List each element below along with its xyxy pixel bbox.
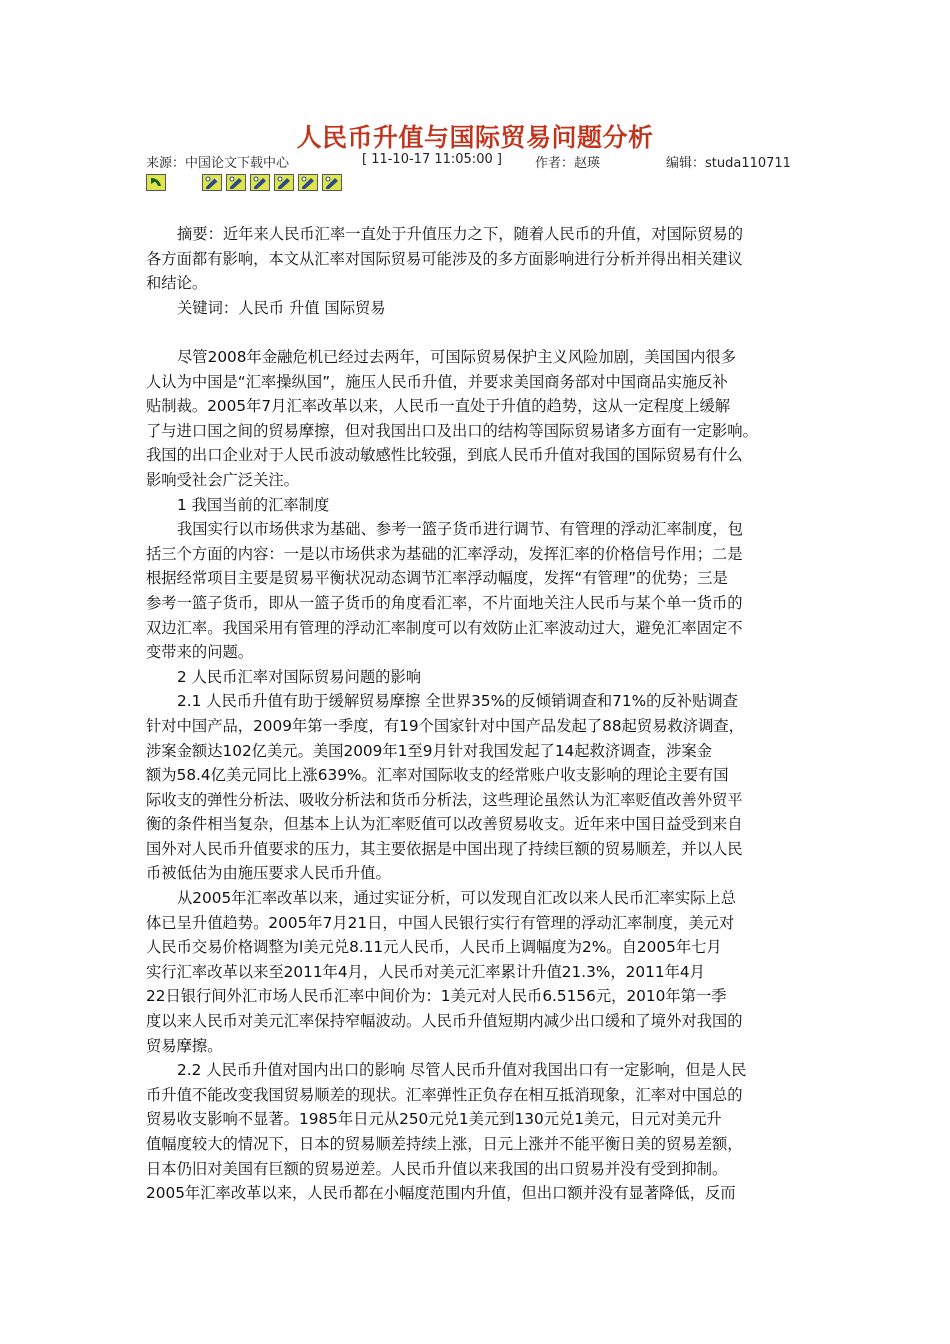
section21-line: 额为58.4亿美元同比上涨639%。汇率对国际收支的经常账户收支影响的理论主要有国 (146, 766, 729, 785)
intro-line: 贴制裁。2005年7月汇率改革以来，人民币一直处于升值的趋势，这从一定程度上缓解 (146, 397, 731, 416)
datetime-text: [ 11-10-17 11:05:00 ] (362, 152, 502, 167)
reform-line: 度以来人民币对美元汇率保持窄幅波动。人民币升值短期内减少出口缓和了境外对我国的 (146, 1012, 743, 1031)
pencil-icon[interactable] (274, 174, 294, 191)
pencil-icon[interactable] (202, 174, 222, 191)
section21-line: 针对中国产品，2009年第一季度，有19个国家针对中国产品发起了88起贸易救济调查， (146, 716, 744, 735)
intro-line: 人认为中国是“汇率操纵国”，施压人民币升值，并要求美国商务部对中国商品实施反补 (146, 372, 728, 391)
article-title: 人民币升值与国际贸易问题分析 (296, 123, 654, 152)
keywords: 关键词：人民币 升值 国际贸易 (177, 298, 386, 317)
section21-line: 国外对人民币升值要求的压力，其主要依据是中国出现了持续巨额的贸易顺差，并以人民 (146, 839, 743, 858)
reform-line: 从2005年汇率改革以来，通过实证分析，可以发现自汇改以来人民币汇率实际上总 (177, 889, 737, 908)
section22-line: 值幅度较大的情况下，日本的贸易顺差持续上涨，日元上涨并不能平衡日美的贸易差额， (146, 1135, 743, 1153)
intro-line: 影响受社会广泛关注。 (146, 470, 299, 489)
intro-line: 了与进口国之间的贸易摩擦，但对我国出口及出口的结构等国际贸易诸多方面有一定影响。 (146, 421, 758, 440)
section22-line: 贸易收支影响不显著。1985年日元从250元兑1美元到130元兑1美元，日元对美元升 (146, 1110, 722, 1129)
pencil-icon[interactable] (250, 174, 270, 191)
intro-line: 我国的出口企业对于人民币波动敏感性比较强，到底人民币升值对我国的国际贸易有什么 (146, 446, 743, 465)
section1-line: 参考一篮子货币，即从一篮子货币的角度看汇率，不片面地关注人民币与某个单一货币的 (146, 593, 743, 612)
intro-line: 尽管2008年金融危机已经过去两年，可国际贸易保护主义风险加剧，美国国内很多 (177, 348, 737, 366)
section21-line: 2.1 人民币升值有助于缓解贸易摩擦 全世界35%的反倾销调查和71%的反补贴调查 (177, 692, 738, 711)
section1-line: 根据经常项目主要是贸易平衡状况动态调节汇率浮动幅度，发挥“有管理”的优势；三是 (146, 569, 728, 588)
section21-line: 币被低估为由施压要求人民币升值。 (146, 864, 391, 883)
section1-line: 我国实行以市场供求为基础、参考一篮子货币进行调节、有管理的浮动汇率制度，包 (177, 520, 743, 539)
article-meta (0, 152, 950, 172)
section22-line: 2005年汇率改革以来，人民币都在小幅度范围内升值，但出口额并没有显著降低，反而 (146, 1184, 736, 1203)
pencil-icon[interactable] (226, 174, 246, 191)
reform-line: 人民币交易价格调整为l美元兑8.11元人民币，人民币上调幅度为2%。自2005年七月 (146, 938, 722, 957)
section22-line: 币升值不能改变我国贸易顺差的现状。汇率弹性正负存在相互抵消现象，汇率对中国总的 (146, 1085, 743, 1104)
section-heading-1: 1 我国当前的汇率制度 (177, 495, 330, 514)
editor-text: 编辑：studa110711 (666, 156, 791, 171)
pencil-icon[interactable] (298, 174, 318, 191)
article-body (146, 345, 806, 1206)
section21-line: 衡的条件相当复杂，但基本上认为汇率贬值可以改善贸易收支。近年来中国日益受到来自 (146, 815, 743, 834)
abstract-line: 各方面都有影响，本文从汇率对国际贸易可能涉及的多方面影响进行分析并得出相关建议 (146, 249, 743, 268)
section21-line: 际收支的弹性分析法、吸收分析法和货币分析法，这些理论虽然认为汇率贬值改善外贸平 (146, 790, 743, 809)
section1-line: 括三个方面的内容：一是以市场供求为基础的汇率浮动，发挥汇率的价格信号作用；二是 (146, 544, 743, 563)
section1-line: 变带来的问题。 (146, 643, 254, 662)
reform-line: 实行汇率改革以来至2011年4月，人民币对美元汇率累计升值21.3%，2011年4月 (146, 962, 705, 981)
section21-line: 涉案金额达102亿美元。美国2009年1至9月针对我国发起了14起救济调查，涉案金 (146, 741, 712, 760)
section22-line: 2.2 人民币升值对国内出口的影响 尽管人民币升值对我国出口有一定影响，但是人民 (177, 1061, 747, 1080)
section22-line: 日本仍旧对美国有巨额的贸易逆差。人民币升值以来我国的出口贸易并没有受到抑制。 (146, 1159, 728, 1178)
reform-line: 贸易摩擦。 (146, 1036, 223, 1055)
section1-line: 双边汇率。我国采用有管理的浮动汇率制度可以有效防止汇率波动过大，避免汇率固定不 (146, 618, 743, 637)
abstract (146, 222, 806, 320)
back-icon[interactable] (146, 174, 166, 191)
abstract-line: 摘要：近年来人民币汇率一直处于升值压力之下，随着人民币的升值，对国际贸易的 (177, 225, 743, 243)
reform-line: 22日银行间外汇市场人民币汇率中间价为：1美元对人民币6.5156元，2010年第一季 (146, 987, 727, 1006)
author-text: 作者：赵瑛 (535, 156, 601, 171)
pencil-icon[interactable] (322, 174, 342, 191)
source-text: 来源：中国论文下载中心 (146, 156, 290, 171)
abstract-line: 和结论。 (146, 274, 208, 293)
section-heading-2: 2 人民币汇率对国际贸易问题的影响 (177, 667, 422, 686)
reform-line: 体已呈升值趋势。2005年7月21日，中国人民银行实行有管理的浮动汇率制度，美元对 (146, 913, 735, 932)
